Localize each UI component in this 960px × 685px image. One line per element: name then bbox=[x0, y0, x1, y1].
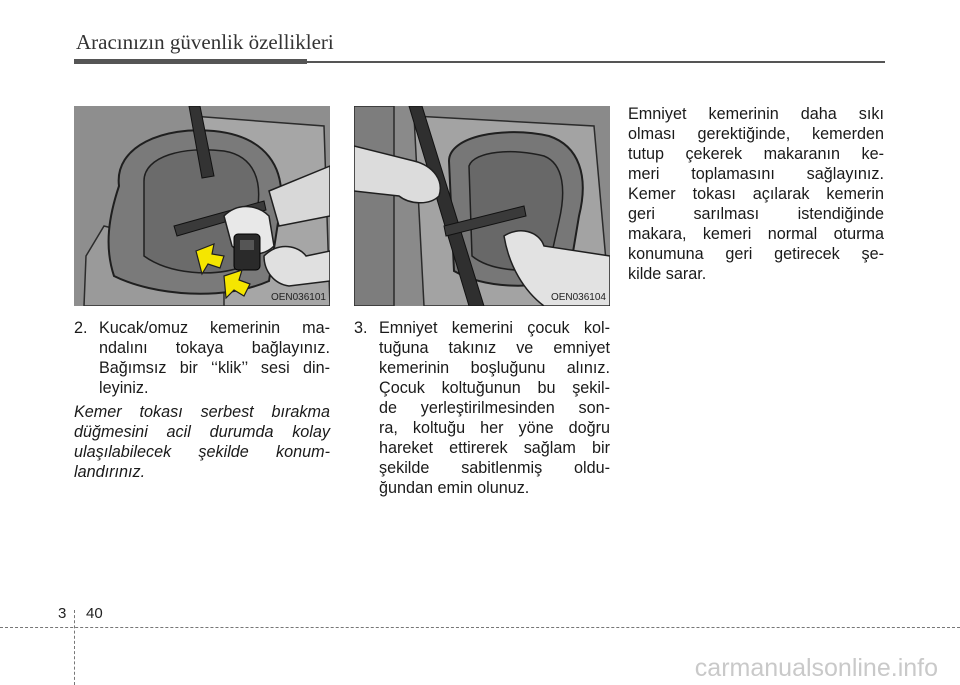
step-3 bbox=[354, 318, 610, 498]
step-2 bbox=[74, 318, 330, 398]
note-line: düğmesini acil durumda kolay bbox=[74, 423, 330, 441]
child-seat-buckle-illustration bbox=[74, 106, 330, 306]
paragraph-line: kilde sarar. bbox=[628, 265, 707, 283]
belt-tightening-illustration bbox=[354, 106, 610, 306]
column-1-text bbox=[74, 318, 330, 482]
step-line: hareket ettirerek sağlam bir bbox=[379, 439, 610, 457]
step-line: kemerinin boşluğunu alınız. bbox=[379, 359, 610, 377]
header-rule-thick bbox=[74, 59, 307, 64]
header-rule-thin bbox=[307, 61, 885, 63]
body-paragraph bbox=[628, 104, 884, 284]
step-line: şekilde sabitlenmiş oldu- bbox=[379, 459, 610, 477]
note-line: ulaşılabilecek şekilde konum- bbox=[74, 443, 330, 461]
step-line: ra, koltuğu her yöne doğru bbox=[379, 419, 610, 437]
paragraph-line: geri sarılması istendiğinde bbox=[628, 205, 884, 223]
step-line: 2. Kucak/omuz kemerinin ma- bbox=[74, 319, 330, 337]
paragraph-line: meri toplamasını sağlayınız. bbox=[628, 165, 884, 183]
paragraph-line: konumuna geri getirecek şe- bbox=[628, 245, 884, 263]
figure-code: OEN036104 bbox=[550, 292, 606, 303]
step-number: 2. bbox=[74, 319, 88, 337]
note-line: landırınız. bbox=[74, 463, 146, 481]
step-line: tuğuna takınız ve emniyet bbox=[379, 339, 610, 357]
column-2-text bbox=[354, 318, 610, 498]
figure-code: OEN036101 bbox=[270, 292, 326, 303]
step-line: leyiniz. bbox=[99, 379, 149, 397]
paragraph-line: Emniyet kemerinin daha sıkı bbox=[628, 105, 884, 123]
note-line: Kemer tokası serbest bırakma bbox=[74, 403, 330, 421]
paragraph-line: tutup çekerek makaranın ke- bbox=[628, 145, 884, 163]
footer-dashed-divider bbox=[74, 610, 75, 685]
step-line: de yerleştirilmesinden son- bbox=[379, 399, 610, 417]
italic-note bbox=[74, 402, 330, 482]
paragraph-line: olması gerektiğinde, kemerden bbox=[628, 125, 884, 143]
paragraph-line: makara, kemeri normal oturma bbox=[628, 225, 884, 243]
figure-belt-slack-illustration bbox=[354, 106, 610, 306]
paragraph-line: Kemer tokası açılarak kemerin bbox=[628, 185, 884, 203]
step-line: Bağımsız bir ‘‘klik’’ sesi din- bbox=[99, 359, 330, 377]
page-number: 40 bbox=[86, 605, 103, 622]
watermark-text: carmanualsonline.info bbox=[694, 654, 938, 682]
section-title: Aracınızın güvenlik özellikleri bbox=[76, 30, 334, 54]
chapter-number: 3 bbox=[58, 605, 67, 622]
step-line: 3. Emniyet kemerini çocuk kol- bbox=[354, 319, 610, 337]
step-line: Çocuk koltuğunun bu şekil- bbox=[379, 379, 610, 397]
step-line: ğundan emin olunuz. bbox=[379, 479, 530, 497]
figure-buckle-illustration bbox=[74, 106, 330, 306]
step-number: 3. bbox=[354, 319, 368, 337]
footer-dashed-rule bbox=[0, 627, 960, 628]
column-3-text bbox=[628, 104, 884, 284]
step-line: ndalını tokaya bağlayınız. bbox=[99, 339, 330, 357]
